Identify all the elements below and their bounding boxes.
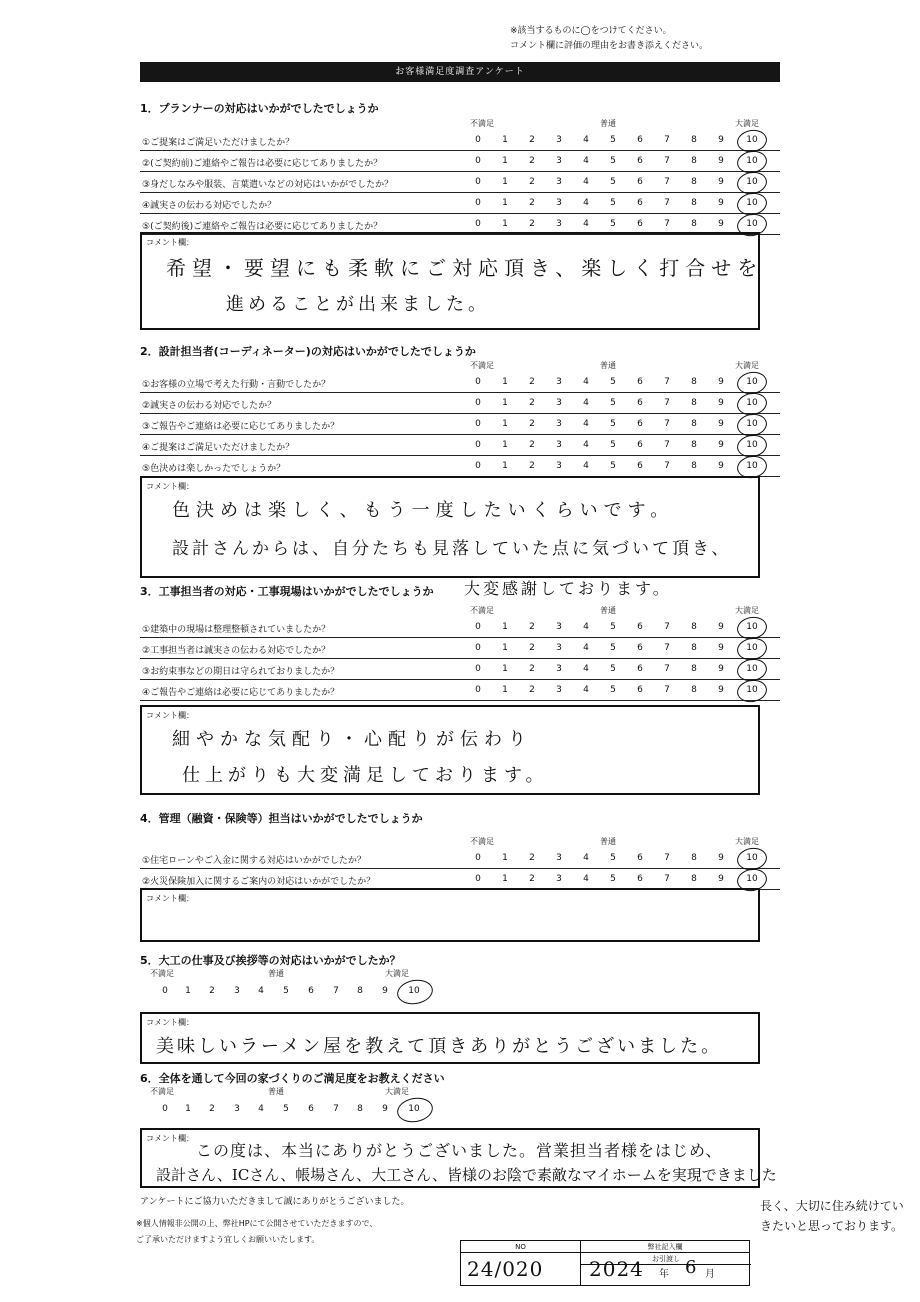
rating-option-0[interactable]: 0 xyxy=(475,440,481,450)
rating-option-7[interactable]: 7 xyxy=(664,622,670,632)
rating-option-3[interactable]: 3 xyxy=(556,419,562,429)
q6-comment-line-1: この度は、本当にありがとうございました。営業担当者様をはじめ、 xyxy=(196,1141,723,1160)
rating-option-4[interactable]: 4 xyxy=(583,685,589,695)
comment-label: コメント欄： xyxy=(146,711,194,720)
rating-option-1[interactable]: 1 xyxy=(502,156,508,166)
rating-option-0[interactable]: 0 xyxy=(475,419,481,429)
rating-option-5[interactable]: 5 xyxy=(610,643,616,653)
rating-option-10[interactable]: 10 xyxy=(746,664,758,674)
scale-label-high: 大満足 xyxy=(735,361,759,370)
rating-option-7[interactable]: 7 xyxy=(664,377,670,387)
section-1-comment-box[interactable] xyxy=(140,232,764,330)
rating-option-2[interactable]: 2 xyxy=(529,398,535,408)
rating-option-0[interactable]: 0 xyxy=(475,135,481,145)
rating-option-8[interactable]: 8 xyxy=(691,219,697,229)
rating-option-6[interactable]: 6 xyxy=(637,377,643,387)
rating-option-2[interactable]: 2 xyxy=(529,874,535,884)
rating-option-10[interactable]: 10 xyxy=(746,685,758,695)
rating-option-10[interactable]: 10 xyxy=(746,135,758,145)
rating-option-9[interactable]: 9 xyxy=(718,643,724,653)
rating-option-10[interactable]: 10 xyxy=(746,643,758,653)
rating-option-5[interactable]: 5 xyxy=(610,622,616,632)
q6-rating-option-2[interactable]: 2 xyxy=(209,1104,215,1114)
rating-option-7[interactable]: 7 xyxy=(664,461,670,471)
rating-option-0[interactable]: 0 xyxy=(475,398,481,408)
comment-label: コメント欄： xyxy=(146,1018,194,1027)
question-row xyxy=(140,638,780,659)
question-label: ③身だしなみや服装、言葉遣いなどの対応はいかがでしたか？ xyxy=(142,180,394,190)
rating-option-10[interactable]: 10 xyxy=(746,622,758,632)
rating-option-7[interactable]: 7 xyxy=(664,643,670,653)
question-label: ②(ご契約前)ご連絡やご報告は必要に応じてありましたか？ xyxy=(142,159,383,169)
question-row xyxy=(140,456,780,477)
rating-option-8[interactable]: 8 xyxy=(691,461,697,471)
rating-option-10[interactable]: 10 xyxy=(746,853,758,863)
rating-option-5[interactable]: 5 xyxy=(610,440,616,450)
rating-option-7[interactable]: 7 xyxy=(664,853,670,863)
rating-option-6[interactable]: 6 xyxy=(637,156,643,166)
rating-option-10[interactable]: 10 xyxy=(746,440,758,450)
q5-rating-option-8[interactable]: 8 xyxy=(357,986,363,996)
question-label: ③ご報告やご連絡は必要に応じてありましたか？ xyxy=(142,422,340,432)
scale-label-low: 不満足 xyxy=(470,119,494,128)
month-unit: 月 xyxy=(705,1269,715,1280)
rating-option-6[interactable]: 6 xyxy=(637,874,643,884)
rating-option-8[interactable]: 8 xyxy=(691,622,697,632)
rating-option-1[interactable]: 1 xyxy=(502,643,508,653)
comment-label: コメント欄： xyxy=(146,238,194,247)
scale-label-mid: 普通 xyxy=(600,606,616,615)
rating-option-9[interactable]: 9 xyxy=(718,377,724,387)
scale-label-low: 不満足 xyxy=(470,837,494,846)
rating-option-8[interactable]: 8 xyxy=(691,685,697,695)
rating-option-4[interactable]: 4 xyxy=(583,874,589,884)
rating-option-4[interactable]: 4 xyxy=(583,198,589,208)
rating-option-5[interactable]: 5 xyxy=(610,135,616,145)
question-label: ③お約束事などの期日は守られておりましたか？ xyxy=(142,667,340,677)
record-number: 24/020 xyxy=(467,1257,544,1281)
rating-option-9[interactable]: 9 xyxy=(718,622,724,632)
scale-label-mid: 普通 xyxy=(600,837,616,846)
comment-label: コメント欄： xyxy=(146,894,194,903)
rating-option-10[interactable]: 10 xyxy=(746,398,758,408)
question-label: ①ご提案はご満足いただけましたか？ xyxy=(142,138,295,148)
question-label: ⑤(ご契約後)ご連絡やご報告は必要に応じてありましたか？ xyxy=(142,222,383,232)
question-label: ①お客様の立場で考えた行動・言動でしたか？ xyxy=(142,380,331,390)
rating-option-1[interactable]: 1 xyxy=(502,874,508,884)
rating-option-0[interactable]: 0 xyxy=(475,685,481,695)
rating-option-1[interactable]: 1 xyxy=(502,135,508,145)
rating-option-9[interactable]: 9 xyxy=(718,685,724,695)
rating-option-7[interactable]: 7 xyxy=(664,874,670,884)
q6-comment-line-2: 設計さん、ICさん、帳場さん、大工さん、皆様のお陰で素敵なマイホームを実現できました xyxy=(156,1166,777,1184)
question-row xyxy=(140,372,780,393)
rating-option-0[interactable]: 0 xyxy=(475,177,481,187)
handover-header: お引渡し xyxy=(581,1253,751,1265)
rating-option-10[interactable]: 10 xyxy=(746,177,758,187)
rating-option-3[interactable]: 3 xyxy=(556,853,562,863)
rating-option-6[interactable]: 6 xyxy=(637,622,643,632)
instruction-note-1: ※該当するものに◯をつけてください。 xyxy=(510,26,672,36)
rating-option-7[interactable]: 7 xyxy=(664,398,670,408)
rating-option-2[interactable]: 2 xyxy=(529,440,535,450)
rating-option-7[interactable]: 7 xyxy=(664,219,670,229)
record-number-header: NO xyxy=(461,1241,580,1253)
rating-option-3[interactable]: 3 xyxy=(556,643,562,653)
question-label: ②誠実さの伝わる対応でしたか？ xyxy=(142,401,277,411)
rating-option-9[interactable]: 9 xyxy=(718,419,724,429)
rating-option-2[interactable]: 2 xyxy=(529,156,535,166)
selected-rating-circle xyxy=(735,678,768,705)
q6-rating-option-0[interactable]: 0 xyxy=(162,1104,168,1114)
rating-option-5[interactable]: 5 xyxy=(610,461,616,471)
question-label: ⑤色決めは楽しかったでしょうか？ xyxy=(142,464,286,474)
rating-option-5[interactable]: 5 xyxy=(610,874,616,884)
rating-option-7[interactable]: 7 xyxy=(664,135,670,145)
rating-option-8[interactable]: 8 xyxy=(691,156,697,166)
rating-option-9[interactable]: 9 xyxy=(718,156,724,166)
rating-option-3[interactable]: 3 xyxy=(556,440,562,450)
rating-option-9[interactable]: 9 xyxy=(718,219,724,229)
rating-option-1[interactable]: 1 xyxy=(502,461,508,471)
comment-handwriting-line: 細やかな気配り・心配りが伝わり xyxy=(172,729,532,750)
rating-option-8[interactable]: 8 xyxy=(691,177,697,187)
rating-option-5[interactable]: 5 xyxy=(610,398,616,408)
rating-option-4[interactable]: 4 xyxy=(583,377,589,387)
rating-option-7[interactable]: 7 xyxy=(664,198,670,208)
rating-option-2[interactable]: 2 xyxy=(529,643,535,653)
office-use-header: 弊社記入欄 xyxy=(581,1241,749,1253)
rating-option-4[interactable]: 4 xyxy=(583,156,589,166)
rating-option-9[interactable]: 9 xyxy=(718,135,724,145)
rating-option-2[interactable]: 2 xyxy=(529,177,535,187)
handover-date-cell xyxy=(581,1253,751,1287)
rating-option-3[interactable]: 3 xyxy=(556,156,562,166)
rating-option-0[interactable]: 0 xyxy=(475,643,481,653)
q6-scale-label-high: 大満足 xyxy=(385,1087,409,1096)
rating-option-2[interactable]: 2 xyxy=(529,135,535,145)
rating-option-0[interactable]: 0 xyxy=(475,461,481,471)
comment-handwriting-line: 進めることが出来ました。 xyxy=(226,294,490,315)
rating-option-4[interactable]: 4 xyxy=(583,398,589,408)
rating-option-1[interactable]: 1 xyxy=(502,664,508,674)
comment-handwriting-line: 設計さんからは、自分たちも見落していた点に気づいて頂き、 xyxy=(172,539,732,559)
q6-rating-option-5[interactable]: 5 xyxy=(283,1104,289,1114)
comment-label: コメント欄： xyxy=(146,1134,194,1143)
q6-rating-option-10[interactable]: 10 xyxy=(408,1104,420,1114)
rating-option-2[interactable]: 2 xyxy=(529,853,535,863)
rating-option-10[interactable]: 10 xyxy=(746,198,758,208)
rating-option-5[interactable]: 5 xyxy=(610,156,616,166)
question-label: ④ご提案はご満足いただけましたか？ xyxy=(142,443,295,453)
rating-option-4[interactable]: 4 xyxy=(583,461,589,471)
q6-rating-option-3[interactable]: 3 xyxy=(234,1104,240,1114)
office-use-table xyxy=(460,1240,750,1286)
survey-title-bar xyxy=(140,62,780,82)
rating-option-10[interactable]: 10 xyxy=(746,377,758,387)
privacy-note-1: ※個人情報非公開の上、弊社HPにて公開させていただきますので、 xyxy=(136,1219,378,1228)
rating-option-0[interactable]: 0 xyxy=(475,377,481,387)
rating-option-7[interactable]: 7 xyxy=(664,156,670,166)
rating-option-7[interactable]: 7 xyxy=(664,664,670,674)
rating-option-6[interactable]: 6 xyxy=(637,419,643,429)
rating-option-5[interactable]: 5 xyxy=(610,198,616,208)
rating-option-1[interactable]: 1 xyxy=(502,622,508,632)
rating-option-8[interactable]: 8 xyxy=(691,419,697,429)
question-label: ①住宅ローンやご入金に関する対応はいかがでしたか？ xyxy=(142,856,366,866)
rating-option-9[interactable]: 9 xyxy=(718,440,724,450)
q6-rating-option-9[interactable]: 9 xyxy=(382,1104,388,1114)
rating-option-4[interactable]: 4 xyxy=(583,643,589,653)
scale-label-low: 不満足 xyxy=(470,606,494,615)
question-row xyxy=(140,130,780,151)
q5-rating-option-1[interactable]: 1 xyxy=(185,986,191,996)
question-label: ②火災保険加入に関するご案内の対応はいかがでしたか？ xyxy=(142,877,376,887)
rating-option-7[interactable]: 7 xyxy=(664,440,670,450)
rating-option-2[interactable]: 2 xyxy=(529,419,535,429)
question-row xyxy=(140,617,780,638)
rating-option-8[interactable]: 8 xyxy=(691,664,697,674)
rating-option-9[interactable]: 9 xyxy=(718,198,724,208)
rating-option-0[interactable]: 0 xyxy=(475,664,481,674)
rating-option-8[interactable]: 8 xyxy=(691,398,697,408)
rating-option-10[interactable]: 10 xyxy=(746,874,758,884)
rating-option-3[interactable]: 3 xyxy=(556,377,562,387)
q5-rating-option-9[interactable]: 9 xyxy=(382,986,388,996)
q5-scale-label-mid: 普通 xyxy=(268,969,284,978)
question-row xyxy=(140,659,780,680)
rating-option-8[interactable]: 8 xyxy=(691,643,697,653)
scale-label-high: 大満足 xyxy=(735,119,759,128)
q5-rating-option-0[interactable]: 0 xyxy=(162,986,168,996)
rating-option-8[interactable]: 8 xyxy=(691,853,697,863)
comment-handwriting-line: 希望・要望にも柔軟にご対応頂き、楽しく打合せを xyxy=(166,256,764,280)
rating-option-7[interactable]: 7 xyxy=(664,685,670,695)
q5-rating-option-7[interactable]: 7 xyxy=(333,986,339,996)
q6-selected-rating-circle xyxy=(395,1095,435,1125)
question-row xyxy=(140,435,780,456)
rating-option-8[interactable]: 8 xyxy=(691,198,697,208)
rating-option-8[interactable]: 8 xyxy=(691,135,697,145)
rating-option-6[interactable]: 6 xyxy=(637,853,643,863)
rating-option-9[interactable]: 9 xyxy=(718,874,724,884)
q5-rating-option-10[interactable]: 10 xyxy=(408,986,420,996)
rating-option-6[interactable]: 6 xyxy=(637,685,643,695)
rating-option-1[interactable]: 1 xyxy=(502,440,508,450)
rating-option-4[interactable]: 4 xyxy=(583,419,589,429)
rating-option-0[interactable]: 0 xyxy=(475,853,481,863)
rating-option-0[interactable]: 0 xyxy=(475,156,481,166)
q6-rating-option-6[interactable]: 6 xyxy=(308,1104,314,1114)
q6-scale-label-mid: 普通 xyxy=(268,1087,284,1096)
handover-month: 6 xyxy=(685,1257,700,1278)
rating-option-1[interactable]: 1 xyxy=(502,198,508,208)
rating-option-5[interactable]: 5 xyxy=(610,853,616,863)
rating-option-3[interactable]: 3 xyxy=(556,461,562,471)
rating-option-1[interactable]: 1 xyxy=(502,398,508,408)
rating-option-2[interactable]: 2 xyxy=(529,685,535,695)
q6-scale-label-low: 不満足 xyxy=(150,1087,174,1096)
rating-option-9[interactable]: 9 xyxy=(718,664,724,674)
rating-option-8[interactable]: 8 xyxy=(691,874,697,884)
section-3-comment-box[interactable] xyxy=(140,705,760,795)
q6-rating-option-8[interactable]: 8 xyxy=(357,1104,363,1114)
rating-option-3[interactable]: 3 xyxy=(556,874,562,884)
record-number-cell xyxy=(461,1241,581,1285)
rating-option-0[interactable]: 0 xyxy=(475,622,481,632)
q5-comment-line: 美味しいラーメン屋を教えて頂きありがとうございました。 xyxy=(156,1036,723,1057)
rating-option-6[interactable]: 6 xyxy=(637,198,643,208)
rating-option-2[interactable]: 2 xyxy=(529,622,535,632)
rating-option-0[interactable]: 0 xyxy=(475,874,481,884)
question-row xyxy=(140,172,780,193)
rating-option-4[interactable]: 4 xyxy=(583,853,589,863)
q5-rating-option-5[interactable]: 5 xyxy=(283,986,289,996)
rating-option-5[interactable]: 5 xyxy=(610,664,616,674)
rating-option-5[interactable]: 5 xyxy=(610,419,616,429)
question-row xyxy=(140,414,780,435)
rating-option-6[interactable]: 6 xyxy=(637,398,643,408)
handover-year: 2024 xyxy=(589,1257,644,1281)
question-row xyxy=(140,393,780,414)
rating-option-3[interactable]: 3 xyxy=(556,198,562,208)
question-row xyxy=(140,680,780,701)
survey-title: お客様満足度調査アンケート xyxy=(395,67,525,77)
scale-label-mid: 普通 xyxy=(600,361,616,370)
rating-option-4[interactable]: 4 xyxy=(583,177,589,187)
scale-label-high: 大満足 xyxy=(735,837,759,846)
rating-option-6[interactable]: 6 xyxy=(637,135,643,145)
rating-option-4[interactable]: 4 xyxy=(583,219,589,229)
rating-option-10[interactable]: 10 xyxy=(746,219,758,229)
q6-rating-option-1[interactable]: 1 xyxy=(185,1104,191,1114)
question-label: ②工事担当者は誠実さの伝わる対応でしたか？ xyxy=(142,646,331,656)
scale-label-low: 不満足 xyxy=(470,361,494,370)
q6-comment-box[interactable] xyxy=(140,1128,777,1188)
rating-option-0[interactable]: 0 xyxy=(475,219,481,229)
rating-option-1[interactable]: 1 xyxy=(502,177,508,187)
rating-option-10[interactable]: 10 xyxy=(746,461,758,471)
rating-option-2[interactable]: 2 xyxy=(529,461,535,471)
q6-rating-option-4[interactable]: 4 xyxy=(258,1104,264,1114)
rating-option-8[interactable]: 8 xyxy=(691,440,697,450)
rating-option-2[interactable]: 2 xyxy=(529,664,535,674)
q5-rating-option-6[interactable]: 6 xyxy=(308,986,314,996)
rating-option-2[interactable]: 2 xyxy=(529,198,535,208)
comment-handwriting-line: 大変感謝しております。 xyxy=(464,579,672,598)
q6-comment-overflow: 長く、大切に住み続けていきたいと思っております。 xyxy=(760,1199,904,1233)
q5-comment-box[interactable] xyxy=(140,1012,760,1064)
comment-label: コメント欄： xyxy=(146,482,194,491)
q5-rating-option-2[interactable]: 2 xyxy=(209,986,215,996)
instruction-note-2: コメント欄に評価の理由をお書き添えください。 xyxy=(510,41,709,51)
rating-option-8[interactable]: 8 xyxy=(691,377,697,387)
rating-option-1[interactable]: 1 xyxy=(502,419,508,429)
scale-label-high: 大満足 xyxy=(735,606,759,615)
q5-heading: 5．大工の仕事及び挨拶等の対応はいかがでしたか？ xyxy=(140,954,401,967)
section-4-comment-box[interactable] xyxy=(140,888,760,942)
question-label: ④誠実さの伝わる対応でしたか？ xyxy=(142,201,277,211)
rating-option-6[interactable]: 6 xyxy=(637,177,643,187)
privacy-note-2: ご了承いただけますよう宜しくお願いいたします。 xyxy=(136,1235,320,1244)
thanks-text: アンケートにご協力いただきまして誠にありがとうございました。 xyxy=(140,1197,410,1207)
question-label: ④ご報告やご連絡は必要に応じてありましたか？ xyxy=(142,688,340,698)
rating-option-6[interactable]: 6 xyxy=(637,664,643,674)
rating-option-10[interactable]: 10 xyxy=(746,419,758,429)
rating-option-6[interactable]: 6 xyxy=(637,643,643,653)
q5-rating-option-4[interactable]: 4 xyxy=(258,986,264,996)
q6-rating-option-7[interactable]: 7 xyxy=(333,1104,339,1114)
section-2-heading: 2．設計担当者(コーディネーター)の対応はいかがでしたでしょうか xyxy=(140,345,476,358)
rating-option-9[interactable]: 9 xyxy=(718,461,724,471)
q5-selected-rating-circle xyxy=(395,977,435,1007)
q5-scale-label-low: 不満足 xyxy=(150,969,174,978)
rating-option-7[interactable]: 7 xyxy=(664,177,670,187)
rating-option-1[interactable]: 1 xyxy=(502,853,508,863)
rating-option-3[interactable]: 3 xyxy=(556,664,562,674)
rating-option-7[interactable]: 7 xyxy=(664,419,670,429)
rating-option-4[interactable]: 4 xyxy=(583,664,589,674)
rating-option-9[interactable]: 9 xyxy=(718,398,724,408)
rating-option-4[interactable]: 4 xyxy=(583,135,589,145)
question-row xyxy=(140,193,780,214)
rating-option-0[interactable]: 0 xyxy=(475,198,481,208)
scale-label-mid: 普通 xyxy=(600,119,616,128)
question-label: ①建築中の現場は整理整頓されていましたか？ xyxy=(142,625,331,635)
rating-option-6[interactable]: 6 xyxy=(637,440,643,450)
question-row xyxy=(140,869,780,890)
rating-option-9[interactable]: 9 xyxy=(718,177,724,187)
rating-option-4[interactable]: 4 xyxy=(583,622,589,632)
question-row xyxy=(140,151,780,172)
year-unit: 年 xyxy=(659,1269,669,1280)
rating-option-1[interactable]: 1 xyxy=(502,685,508,695)
rating-option-3[interactable]: 3 xyxy=(556,685,562,695)
rating-option-3[interactable]: 3 xyxy=(556,622,562,632)
rating-option-3[interactable]: 3 xyxy=(556,177,562,187)
rating-option-5[interactable]: 5 xyxy=(610,685,616,695)
rating-option-6[interactable]: 6 xyxy=(637,461,643,471)
rating-option-2[interactable]: 2 xyxy=(529,377,535,387)
rating-option-5[interactable]: 5 xyxy=(610,177,616,187)
rating-option-10[interactable]: 10 xyxy=(746,156,758,166)
rating-option-6[interactable]: 6 xyxy=(637,219,643,229)
rating-option-5[interactable]: 5 xyxy=(610,377,616,387)
rating-option-1[interactable]: 1 xyxy=(502,377,508,387)
section-4-heading: 4．管理（融資・保険等）担当はいかがでしたでしょうか xyxy=(140,812,423,825)
rating-option-5[interactable]: 5 xyxy=(610,219,616,229)
rating-option-9[interactable]: 9 xyxy=(718,853,724,863)
rating-option-3[interactable]: 3 xyxy=(556,219,562,229)
rating-option-3[interactable]: 3 xyxy=(556,135,562,145)
comment-handwriting-line: 仕上がりも大変満足しております。 xyxy=(182,765,549,786)
q5-scale-label-high: 大満足 xyxy=(385,969,409,978)
rating-option-1[interactable]: 1 xyxy=(502,219,508,229)
comment-handwriting-line: 色決めは楽しく、もう一度したいくらいです。 xyxy=(172,500,675,521)
rating-option-2[interactable]: 2 xyxy=(529,219,535,229)
section-1-heading: 1．プランナーの対応はいかがでしたでしょうか xyxy=(140,102,379,115)
rating-option-4[interactable]: 4 xyxy=(583,440,589,450)
q5-rating-option-3[interactable]: 3 xyxy=(234,986,240,996)
q6-heading: 6．全体を通して今回の家づくりのご満足度をお教えください xyxy=(140,1072,445,1085)
section-3-heading: 3．工事担当者の対応・工事現場はいかがでしたでしょうか xyxy=(140,585,434,598)
question-row xyxy=(140,848,780,869)
rating-option-3[interactable]: 3 xyxy=(556,398,562,408)
